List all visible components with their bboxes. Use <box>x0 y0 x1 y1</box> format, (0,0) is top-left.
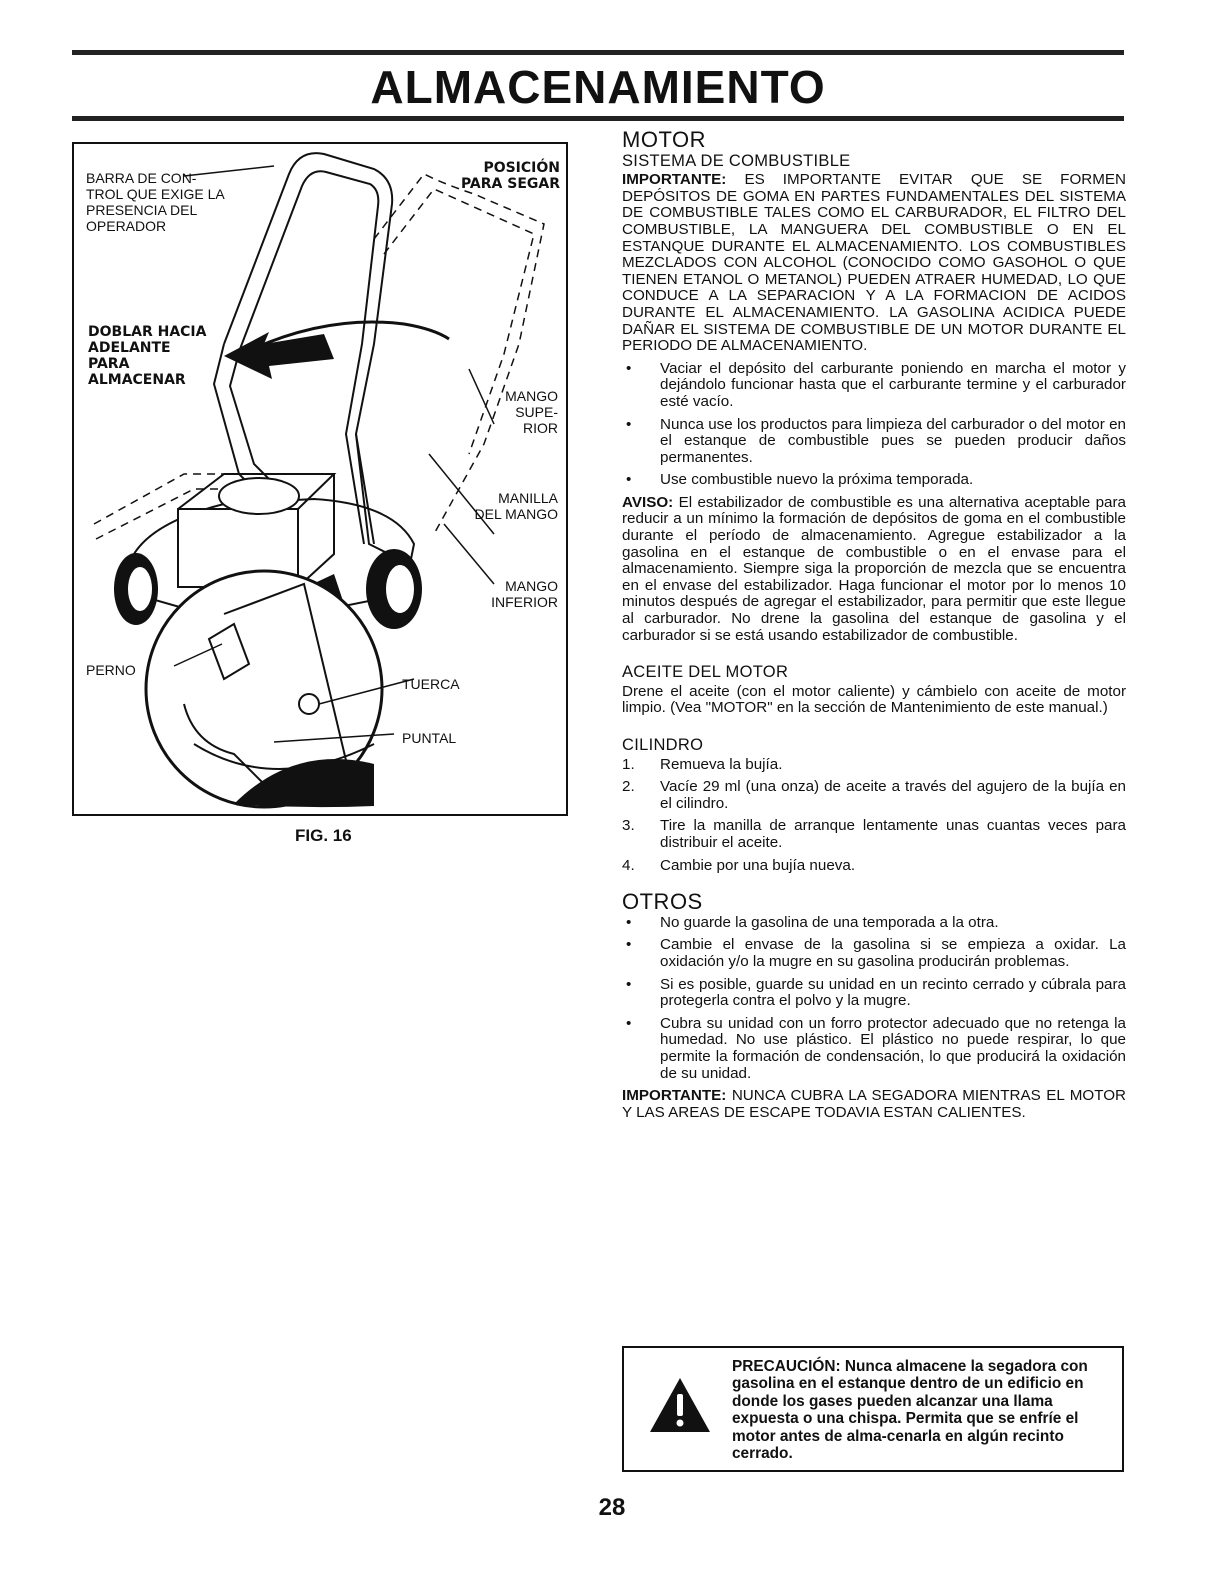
label-doblar: DOBLAR HACIA ADELANTE PARA ALMACENAR <box>88 324 207 388</box>
aviso-label: AVISO: <box>622 493 674 511</box>
list-item: • Si es posible, guarde su unidad en un recinto cerrado y cúbrala para protegerla contra el polvo y la mugre. <box>626 975 1126 1010</box>
label-mango-inferior: MANGO INFERIOR <box>491 578 558 610</box>
list-item: 3. Tire la manilla de arranque lentamente unas cuantas veces para distribuir el aceite. <box>622 817 1126 851</box>
title-underline <box>72 116 1124 121</box>
important-text: ES IMPORTANTE EVITAR QUE SE FORMEN DEPÓSITOS DE GOMA EN PARTES FUNDAMENTALES DEL SISTEMA DE COMBUSTIBLE TALES COMO EL CARBURADOR, EL FILTRO DEL COMBUSTIBLE, LA MANGUERA DEL COMBUSTIBLE O EN EL ESTANQUE DURANTE EL ALMACENAMIENTO. LOS COMBUSTIBLES MEZCLADOS CON ALCOHOL (CONOCIDO COMO GASOHOL O QUE TIENEN ETANOL O METANOL) PUEDEN ATRAER HUMEDAD, LO QUE CONDUCE A LA SEPARACION Y A LA FORMACION DE ACIDOS DURANTE EL ALMACENAMIENTO. LA GASOLINA ACIDICA PUEDE DAÑAR EL SISTEMA DE COMBUSTIBLE DE UN MOTOR DURANTE EL PERIODO DE ALMACENAMIENTO. <box>622 171 1126 355</box>
warning-label: PRECAUCIÓN: <box>732 1358 841 1375</box>
combustible-heading: SISTEMA DE COMBUSTIBLE <box>622 151 851 170</box>
page-number: 28 <box>598 1494 626 1521</box>
label-tuerca: TUERCA <box>402 676 460 692</box>
motor-heading: MOTOR <box>622 127 706 152</box>
combustible-bullets <box>622 361 1126 489</box>
list-item: • Cubra su unidad con un forro protector adecuado que no retenga la humedad. No use plástico. El plástico no puede respirar, lo que permite la formación de condensación, lo que producirá la oxidación de su unidad. <box>626 1014 1126 1082</box>
label-posicion: POSICIÓN PARA SEGAR <box>460 160 560 192</box>
aceite-text: Drene el aceite (con el motor caliente) y cámbielo con aceite de motor limpio. (Vea "MOTOR" en la sección de Mantenimiento de este manual.) <box>622 682 1126 717</box>
aviso-text: El estabilizador de combustible es una alternativa aceptable para reducir a un mínimo la formación de depósitos de goma en el combustible durante el período de almacenamiento. Agregue estabilizador a la gasolina en el estanque de combustible o en el envase para el almacenamiento. Siempre siga la proporción de mezcla que se encuentra en el envase del estabilizador. Haga funcionar el motor por lo menos 10 minutos después de agregar el estabilizador, para permitir que este llegue al carburador. No drene la gasolina del estanque de gasolina y el carburador si se está usando estabilizador de combustible. <box>622 493 1126 644</box>
important-label: IMPORTANTE: <box>622 171 727 189</box>
list-item: • Use combustible nuevo la próxima temporada. <box>626 471 974 489</box>
cilindro-steps <box>622 757 1126 875</box>
warning-body: Nunca almacene la segadora con gasolina en el estanque dentro de un edificio en donde los gases pueden alcanzar una llama expuesta o una chispa. Permita que se enfríe el motor antes de alma-cenarla en algún recinto cerrado. <box>732 1358 1088 1463</box>
warning-box <box>622 1346 1124 1472</box>
otros-important-text: NUNCA CUBRA LA SEGADORA MIENTRAS EL MOTOR Y LAS AREAS DE ESCAPE TODAVIA ESTAN CALIENTES. <box>622 1087 1126 1121</box>
list-item: • Vaciar el depósito del carburante poniendo en marcha el motor y dejándolo funcionar hasta que el carburante termine y el carburador esté vacío. <box>626 359 1126 410</box>
label-perno: PERNO <box>86 662 136 678</box>
cilindro-heading: CILINDRO <box>622 736 704 754</box>
figure-caption: FIG. 16 <box>295 826 352 845</box>
label-puntal: PUNTAL <box>402 730 457 746</box>
warning-icon <box>648 1376 712 1434</box>
list-item: 1. Remueva la bujía. <box>622 755 783 773</box>
figure-16 <box>72 142 568 816</box>
list-item: • Nunca use los productos para limpieza del carburador o del motor en el estanque de combustible pues se pueden producir daños permanentes. <box>626 415 1126 466</box>
label-barra: BARRA DE CON- TROL QUE EXIGE LA PRESENCIA DEL OPERADOR <box>86 170 224 234</box>
label-mango-superior: MANGO SUPE- RIOR <box>505 388 558 436</box>
list-item: • No guarde la gasolina de una temporada a la otra. <box>626 913 999 931</box>
otros-important <box>622 1088 1126 1121</box>
otros-bullets <box>622 915 1126 1082</box>
aviso-paragraph <box>622 495 1126 644</box>
page-title: ALMACENAMIENTO <box>370 61 826 113</box>
list-item: 4. Cambie por una bujía nueva. <box>622 856 856 874</box>
otros-heading: OTROS <box>622 889 703 915</box>
content-column <box>622 127 1126 1127</box>
list-item: • Cambie el envase de la gasolina si se empieza a oxidar. La oxidación y/o la mugre en su gasolina producirán problemas. <box>626 936 1126 970</box>
aceite-heading: ACEITE DEL MOTOR <box>622 663 789 682</box>
otros-important-label: IMPORTANTE: <box>622 1087 727 1105</box>
label-manilla: MANILLA DEL MANGO <box>474 490 558 522</box>
list-item: 2. Vacíe 29 ml (una onza) de aceite a través del agujero de la bujía en el cilindro. <box>622 778 1126 812</box>
top-rule <box>72 50 1124 55</box>
important-paragraph <box>622 172 1126 355</box>
warning-text <box>732 1358 1112 1462</box>
mower-illustration <box>74 144 570 818</box>
